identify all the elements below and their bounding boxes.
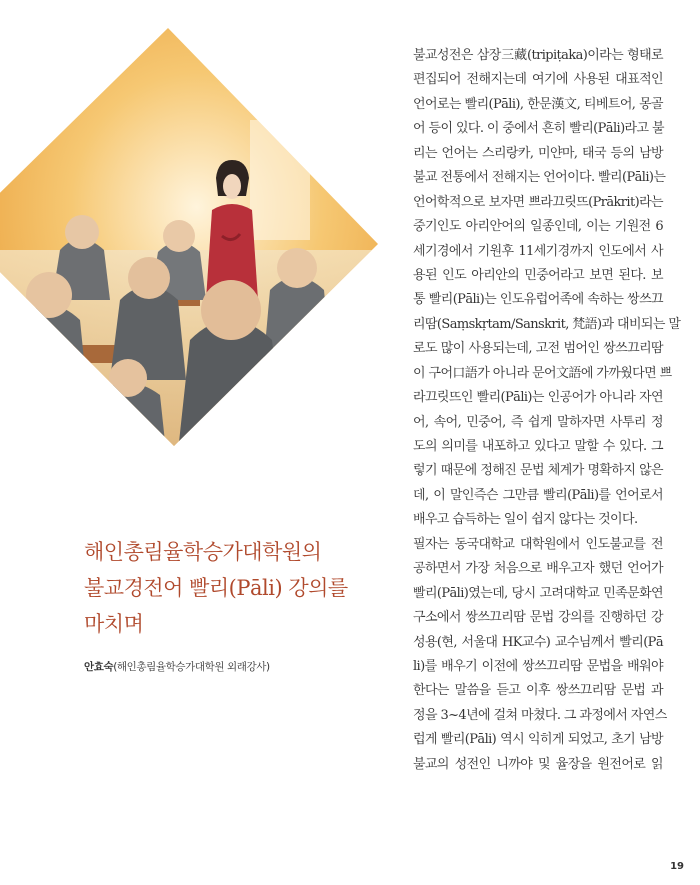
body-line: 정을 3~4년에 걸쳐 마쳤다. 그 과정에서 자연스 xyxy=(413,707,667,723)
body-line: 리땀(Saṃskṛtam/Sanskrit, 梵語)과 대비되는 말 xyxy=(413,316,681,332)
body-line: 세기경에서 기원후 11세기경까지 인도에서 사 xyxy=(413,243,663,259)
title-line-3: 마치며 xyxy=(84,612,144,636)
author-name: 안효숙 xyxy=(84,661,114,673)
body-line: 필자는 동국대학교 대학원에서 인도불교를 전 xyxy=(413,536,663,552)
article-title xyxy=(84,534,384,642)
body-line: 한다는 말씀을 듣고 이후 쌍쓰끄리땀 문법 과 xyxy=(413,683,663,699)
body-line: 불교성전은 삼장三藏(tripiṭaka)이라는 형태로 xyxy=(413,48,663,63)
body-line: 언어로는 빨리(Pāli), 한문漢文, 티베트어, 몽골 xyxy=(413,96,663,112)
body-line: 이 구어口語가 아니라 문어文語에 가까웠다면 쁘 xyxy=(413,365,672,381)
body-line: 럽게 빨리(Pāli) 역시 익히게 되었고, 초기 남방 xyxy=(413,732,663,748)
body-line: 불교 전통에서 전해지는 언어이다. 빨리(Pāli)는 xyxy=(413,170,666,186)
body-line: 로도 많이 사용되는데, 고전 범어인 쌍쓰끄리땀 xyxy=(413,341,663,357)
title-line-2: 불교경전어 빨리(Pāli) 강의를 xyxy=(84,576,348,600)
body-line: 통 빨리(Pāli)는 인도유럽어족에 속하는 쌍쓰끄 xyxy=(413,292,663,308)
body-line: 성용(현, 서울대 HK교수) 교수님께서 빨리(Pā xyxy=(413,634,663,650)
body-line: 배우고 습득하는 일이 쉽지 않다는 것이다. xyxy=(413,512,638,528)
body-line: 불교의 성전인 니까야 및 율장을 원전어로 읽 xyxy=(413,756,663,772)
body-line: 렇기 때문에 정해진 문법 체계가 명확하지 않은 xyxy=(413,463,663,479)
lecture-illustration xyxy=(0,0,390,460)
body-line: 공하면서 가장 처음으로 배우고자 했던 언어가 xyxy=(413,561,663,577)
article-body xyxy=(413,44,681,777)
author-byline xyxy=(84,659,270,674)
body-line: 데, 이 말인즉슨 그만큼 빨리(Pāli)를 언어로서 xyxy=(413,487,663,503)
body-line: 편집되어 전해지는데 여기에 사용된 대표적인 xyxy=(413,72,663,88)
body-line: li)를 배우기 이전에 쌍쓰끄리땀 문법을 배워야 xyxy=(413,658,663,674)
body-line: 어, 속어, 민중어, 즉 쉽게 말하자면 사투리 정 xyxy=(413,414,663,430)
body-line: 라끄릿뜨인 빨리(Pāli)는 인공어가 아니라 자연 xyxy=(413,390,663,406)
title-line-1: 해인총림율학승가대학원의 xyxy=(84,540,322,564)
body-line: 도의 의미를 내포하고 있다고 말할 수 있다. 그 xyxy=(413,439,663,454)
body-line: 언어학적으로 보자면 쁘라끄릿뜨(Prākrit)라는 xyxy=(413,194,663,210)
body-line: 빨리(Pāli)였는데, 당시 고려대학교 민족문화연 xyxy=(413,585,663,601)
body-line: 용된 인도 아리안의 민중어라고 보면 된다. 보 xyxy=(413,267,663,283)
body-line: 중기인도 아리안어의 일종인데, 이는 기원전 6 xyxy=(413,219,663,235)
author-affiliation: (해인총림율학승가대학원 외래강사) xyxy=(113,661,270,673)
body-line: 리는 언어는 스리랑카, 미얀마, 태국 등의 남방 xyxy=(413,145,663,161)
body-line: 구소에서 쌍쓰끄리땀 문법 강의를 진행하던 강 xyxy=(413,610,663,626)
page-number: 19 xyxy=(670,861,684,872)
body-line: 어 등이 있다. 이 중에서 흔히 빨리(Pāli)라고 불 xyxy=(413,121,664,137)
